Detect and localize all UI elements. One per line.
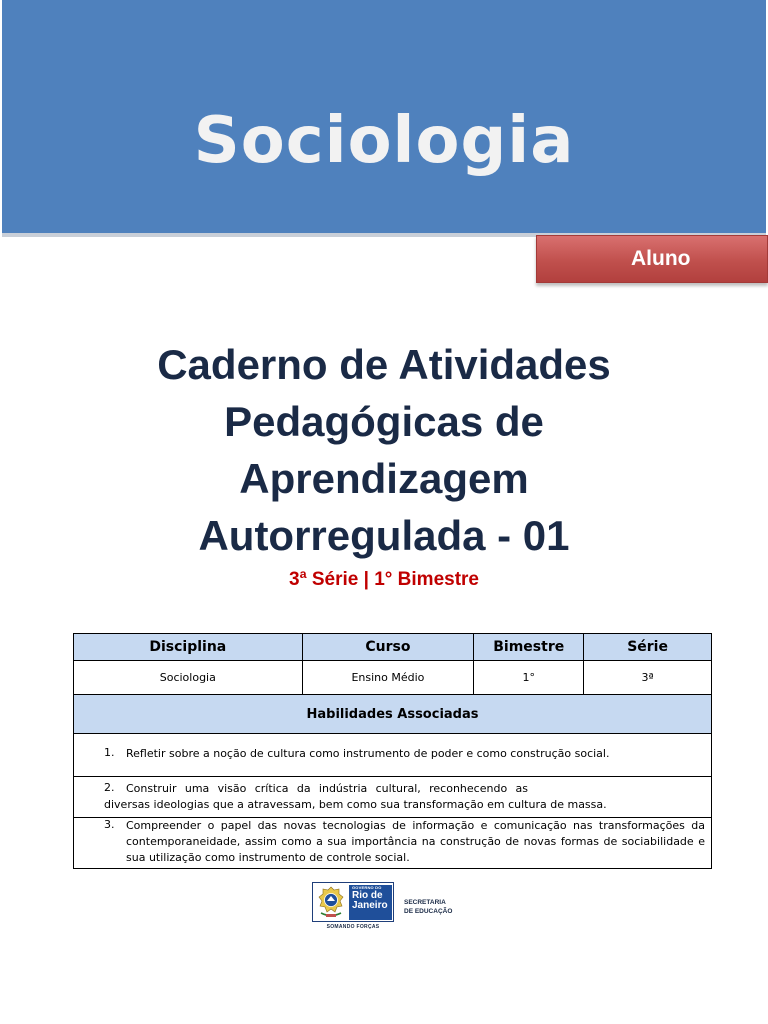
skill-row (74, 734, 712, 777)
secretaria-line-1: SECRETARIA (404, 899, 446, 906)
document-title-line-4: Autorregulada - 01 (198, 512, 570, 559)
logo-gov-label: GOVERNO DO (352, 885, 382, 890)
value-serie: 3ª (584, 661, 712, 695)
logo-tagline: SOMANDO FORÇAS (326, 924, 380, 930)
header-curso: Curso (302, 634, 474, 661)
course-info-table (73, 633, 712, 869)
skill-text (104, 781, 705, 813)
skill-number: 1. (104, 746, 115, 759)
value-disciplina: Sociologia (74, 661, 303, 695)
logo-gov-line-2: Janeiro (352, 900, 388, 911)
document-title-line-2: Pedagógicas de (224, 398, 544, 445)
table-header-row (74, 634, 712, 661)
value-bimestre: 1° (474, 661, 584, 695)
skill-number: 3. (104, 818, 115, 831)
audience-badge-label: Aluno (631, 247, 691, 270)
skill-row (74, 777, 712, 818)
skill-number: 2. (104, 781, 115, 794)
secretaria-label (404, 898, 452, 916)
logo-frame (312, 882, 394, 922)
series-bimester-line: 3ª Série | 1° Bimestre (289, 569, 479, 590)
government-logo (312, 882, 460, 934)
logo-gov-line-1: Rio de (352, 890, 383, 901)
audience-badge (536, 235, 768, 283)
skills-header-row (74, 695, 712, 734)
document-title-line-1: Caderno de Atividades (157, 341, 611, 388)
secretaria-line-2: DE EDUCAÇÃO (404, 908, 453, 915)
value-curso: Ensino Médio (302, 661, 474, 695)
rio-de-janeiro-block (349, 885, 392, 920)
skill-text: Refletir sobre a noção de cultura como instrumento de poder e como construção social. (126, 747, 610, 760)
table-row (74, 661, 712, 695)
state-seal-icon (315, 885, 347, 919)
document-title (0, 336, 768, 564)
skills-heading: Habilidades Associadas (74, 695, 712, 734)
document-title-line-3: Aprendizagem (239, 455, 529, 502)
skill-row (74, 818, 712, 869)
header-serie: Série (584, 634, 712, 661)
skill-text: Compreender o papel das novas tecnologias de informação e comunicação nas transformações da contemporaneidade, assim como a sua importância na construção de novas formas de sociabilidade e sua utilização como instrumento de controle social. (126, 819, 705, 864)
header-bimestre: Bimestre (474, 634, 584, 661)
skill-text-line-1: Construir uma visão crítica da indústria cultural, reconhecendo as (126, 782, 528, 795)
skill-text-line-2: diversas ideologias que a atravessam, bem como sua transformação em cultura de massa. (104, 798, 607, 811)
subject-title: Sociologia (193, 104, 575, 178)
header-disciplina: Disciplina (74, 634, 303, 661)
